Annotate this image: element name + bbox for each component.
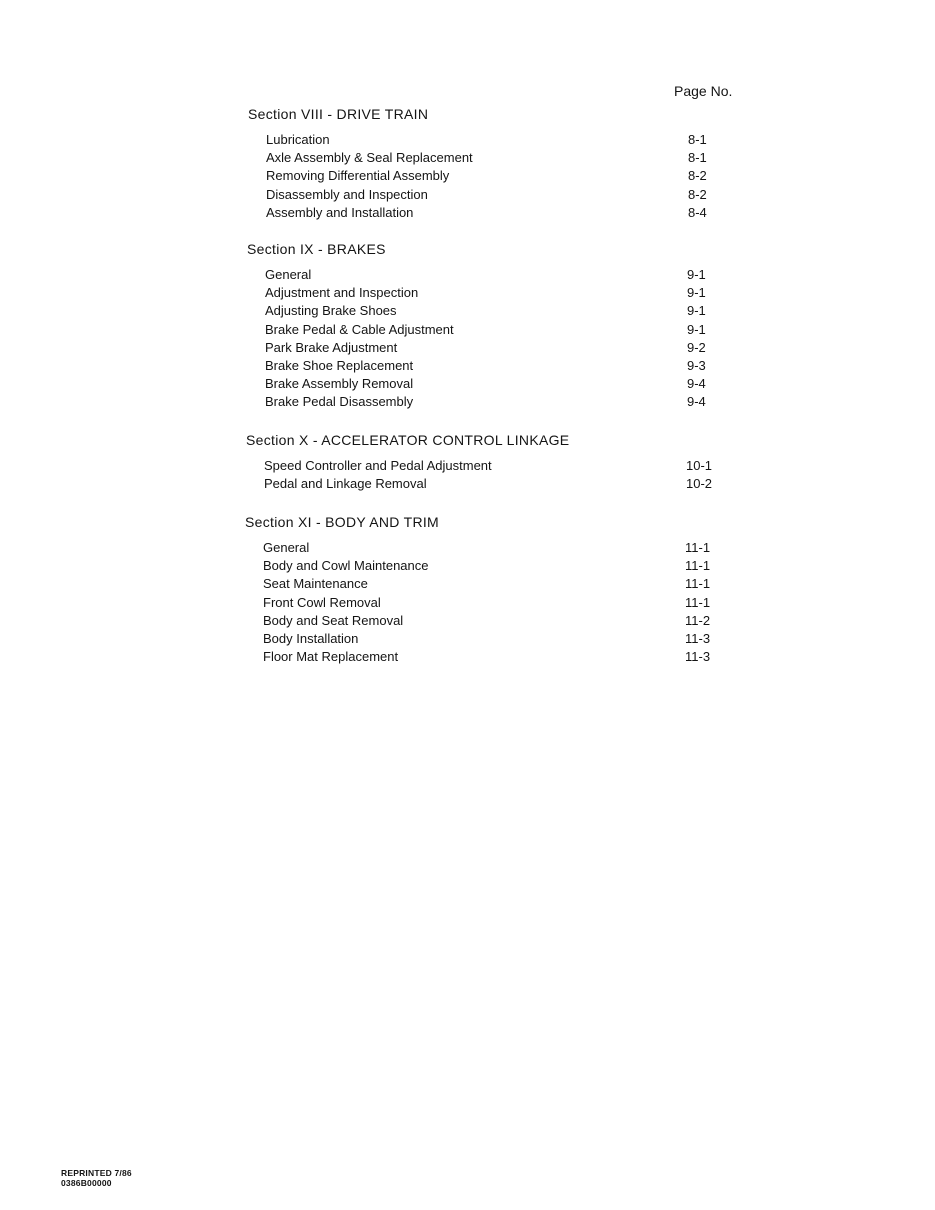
- entry-label: Front Cowl Removal: [263, 594, 381, 610]
- section-title: Section VIII - DRIVE TRAIN: [248, 106, 429, 122]
- entry-page: 11-3: [685, 649, 711, 665]
- entry-page: 9-3: [687, 357, 706, 373]
- toc-entry[interactable]: [266, 186, 728, 204]
- page-no-header: Page No.: [674, 83, 733, 99]
- entry-label: Body and Seat Removal: [263, 612, 404, 628]
- entry-page: 9-4: [687, 376, 706, 392]
- entry-page: 8-2: [688, 186, 707, 202]
- toc-entry[interactable]: [265, 284, 727, 302]
- entry-label: Body Installation: [263, 630, 359, 646]
- toc-entry[interactable]: [264, 457, 726, 475]
- entry-label: Speed Controller and Pedal Adjustment: [264, 458, 492, 473]
- entry-page: 9-4: [687, 394, 706, 410]
- entry-label: Floor Mat Replacement: [263, 649, 399, 665]
- entry-label: Park Brake Adjustment: [265, 339, 398, 355]
- entry-page: 8-1: [688, 150, 707, 166]
- section-title: Section XI - BODY AND TRIM: [245, 514, 440, 530]
- entry-page: 11-1: [685, 594, 711, 610]
- entry-label: General: [265, 267, 312, 282]
- entry-page: 9-1: [687, 267, 706, 282]
- toc-entry[interactable]: [266, 149, 728, 167]
- entry-label: Brake Shoe Replacement: [265, 357, 414, 373]
- toc-entry[interactable]: [263, 539, 725, 557]
- toc-entry[interactable]: [265, 339, 727, 357]
- entry-label: Brake Assembly Removal: [265, 376, 414, 392]
- section-drive-train: [248, 104, 728, 222]
- entry-page: 10-2: [686, 476, 713, 492]
- section-title: Section IX - BRAKES: [247, 241, 386, 257]
- toc-entry[interactable]: [263, 648, 725, 666]
- toc-entry[interactable]: [266, 131, 728, 149]
- entry-label: Adjustment and Inspection: [265, 285, 419, 301]
- entry-page: 11-3: [685, 630, 711, 646]
- entry-page: 11-2: [685, 612, 711, 628]
- entry-page: 9-1: [687, 303, 706, 319]
- entry-label: Axle Assembly & Seal Replacement: [266, 150, 473, 166]
- toc-entry[interactable]: [263, 557, 725, 575]
- entry-page: 8-2: [688, 168, 707, 184]
- document-number: 0386B00000: [61, 1178, 112, 1188]
- entry-label: Body and Cowl Maintenance: [263, 558, 429, 574]
- footer-print-info: [61, 1168, 132, 1188]
- toc-entry[interactable]: [265, 393, 727, 411]
- toc-entry[interactable]: [263, 630, 725, 648]
- reprint-date: REPRINTED 7/86: [61, 1168, 132, 1178]
- toc-entry[interactable]: [266, 167, 728, 185]
- entry-page: 8-4: [688, 204, 707, 220]
- entry-label: Adjusting Brake Shoes: [265, 303, 397, 319]
- entry-page: 10-1: [686, 458, 713, 473]
- toc-entry[interactable]: [265, 375, 727, 393]
- entry-label: Brake Pedal & Cable Adjustment: [265, 321, 454, 337]
- entry-page: 9-1: [687, 285, 706, 301]
- toc-entry[interactable]: [263, 594, 725, 612]
- toc-entry[interactable]: [264, 475, 726, 493]
- section-accelerator-control-linkage: [246, 430, 726, 493]
- entry-label: Lubrication: [266, 132, 330, 147]
- entry-page: 9-1: [687, 321, 706, 337]
- section-title: Section X - ACCELERATOR CONTROL LINKAGE: [246, 432, 570, 448]
- entry-page: 9-2: [687, 339, 706, 355]
- entry-label: Disassembly and Inspection: [266, 186, 428, 202]
- toc-entry[interactable]: [265, 321, 727, 339]
- entry-page: 11-1: [685, 576, 711, 592]
- toc-entry[interactable]: [266, 204, 728, 222]
- entry-label: Removing Differential Assembly: [266, 168, 450, 184]
- entry-page: 8-1: [688, 132, 707, 147]
- entry-page: 11-1: [685, 540, 711, 555]
- entry-label: General: [263, 540, 310, 555]
- toc-entry[interactable]: [265, 357, 727, 375]
- toc-entry[interactable]: [265, 302, 727, 320]
- entry-label: Assembly and Installation: [266, 204, 414, 220]
- entry-label: Pedal and Linkage Removal: [264, 476, 427, 492]
- toc-entry[interactable]: [263, 612, 725, 630]
- entry-page: 11-1: [685, 558, 711, 574]
- entry-label: Brake Pedal Disassembly: [265, 394, 414, 410]
- section-body-and-trim: [245, 512, 725, 666]
- entry-label: Seat Maintenance: [263, 576, 368, 592]
- section-brakes: [247, 239, 727, 412]
- toc-entry[interactable]: [265, 266, 727, 284]
- toc-entry[interactable]: [263, 575, 725, 593]
